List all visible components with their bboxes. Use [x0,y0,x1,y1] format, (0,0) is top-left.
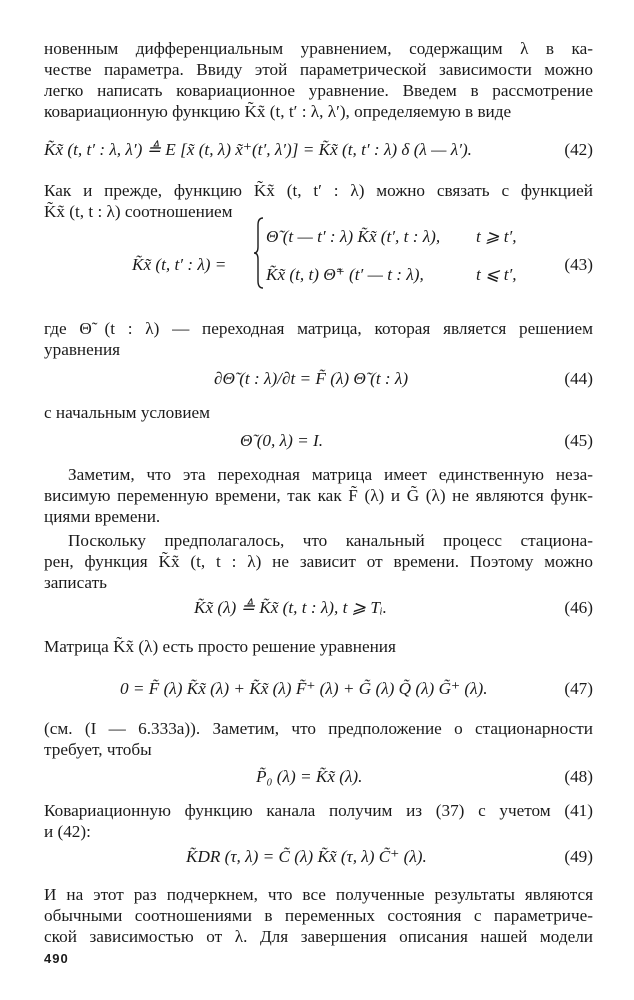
paragraph-7 [44,636,593,657]
text-line: и (42): [44,822,91,841]
text-line: уравнения [44,340,121,359]
paragraph-3 [44,318,593,360]
equation-number: (47) [564,679,593,698]
paragraph-6 [44,530,593,593]
text-line: обычными соотношениями в переменных состояния с параметриче- [44,906,593,925]
text-line: Ковариационную функцию канала получим из (37) с учетом (41) [44,801,593,820]
page-number: 490 [44,951,69,966]
text-line: рен, функция K̃x̃ (t, t : λ) не зависит от времени. Поэтому можно [44,552,593,571]
equation-49 [44,846,593,870]
paragraph-2 [44,180,593,222]
case-expression: K̃x̃ (t, t) Θ̃⁺ (t′ — t : λ), [266,265,424,284]
equation-formula: ∂Θ̃ (t : λ)/∂t = F̃ (λ) Θ̃ (t : λ) [214,369,409,388]
text-line: Матрица K̃x̃ (λ) есть просто решение уравнения [44,637,396,656]
equation-43-case-2 [44,264,593,288]
equation-formula: Θ̃ (0, λ) = I. [240,431,324,450]
text-line: требует, чтобы [44,740,152,759]
text-line: K̃x̃ (t, t : λ) соотношением [44,202,233,221]
equation-46 [44,597,593,621]
paragraph-9 [44,800,593,842]
equation-lhs: K̃x̃ (t, t′ : λ) = [132,255,227,274]
text-line: (см. (I — 6.333а)). Заметим, что предположение о стационарности [44,719,593,738]
text-line: записать [44,573,107,592]
text-line: честве параметра. Ввиду этой параметрической зависимости можно [44,60,593,79]
equation-48 [44,766,593,790]
paragraph-8 [44,718,593,760]
equation-number: (49) [564,847,593,866]
case-expression: Θ̃ (t — t′ : λ) K̃x̃ (t′, t : λ), [266,227,441,246]
case-condition: t ⩾ t′, [476,227,517,246]
text-line: Как и прежде, функцию K̃x̃ (t, t′ : λ) можно связать с функцией [44,181,593,200]
text-line: И на этот раз подчеркнем, что все полученные результаты являются [44,885,593,904]
equation-formula: P̃₀ (λ) = K̃x̃ (λ). [256,767,363,786]
equation-number: (48) [564,767,593,786]
paragraph-10 [44,884,593,947]
equation-formula: K̃x̃ (t, t′ : λ, λ′) ≜ E [x̃ (t, λ) x̃⁺(t′, λ′)] = K̃x̃ (t, t′ : λ) δ (λ — λ′). [44,140,472,159]
text-line: новенным дифференциальным уравнением, содержащим λ в ка- [44,39,593,58]
text-line: ковариационную функцию K̃x̃ (t, t′ : λ, λ′), определяемую в виде [44,102,512,121]
case-condition: t ⩽ t′, [476,265,517,284]
equation-number: (45) [564,431,593,450]
equation-45 [44,430,593,454]
paragraph-1 [44,38,593,122]
equation-formula: 0 = F̃ (λ) K̃x̃ (λ) + K̃x̃ (λ) F̃⁺ (λ) + G̃ (λ) Q̃ (λ) G̃⁺ (λ). [120,679,488,698]
text-line: Поскольку предполагалось, что канальный процесс стационa- [68,531,593,550]
text-line: Заметим, что эта переходная матрица имеет единственную неза- [68,465,593,484]
equation-number: (44) [564,369,593,388]
text-line: циями времени. [44,507,161,526]
equation-43-case-1 [44,226,593,250]
equation-number: (43) [564,255,593,274]
text-line: ской зависимостью от λ. Для завершения описания нашей модели [44,927,593,946]
text-line: где Θ̃ (t : λ) — переходная матрица, которая является решением [44,319,593,338]
equation-formula: K̃DR (τ, λ) = C̃ (λ) K̃x̃ (τ, λ) C̃⁺ (λ). [186,847,427,866]
text-line: легко написать ковариационное уравнение. Введем в рассмотрение [44,81,593,100]
equation-47 [44,678,593,702]
equation-44 [44,368,593,392]
equation-42 [44,139,593,163]
equation-number: (46) [564,598,593,617]
paragraph-4 [44,402,593,423]
equation-number: (42) [564,140,593,159]
text-line: висимую переменную времени, так как F̃ (λ) и G̃ (λ) не являются функ- [44,486,593,505]
paragraph-5 [44,464,593,527]
text-line: с начальным условием [44,403,211,422]
equation-formula: K̃x̃ (λ) ≜ K̃x̃ (t, t : λ), t ⩾ Tᵢ. [194,598,387,617]
